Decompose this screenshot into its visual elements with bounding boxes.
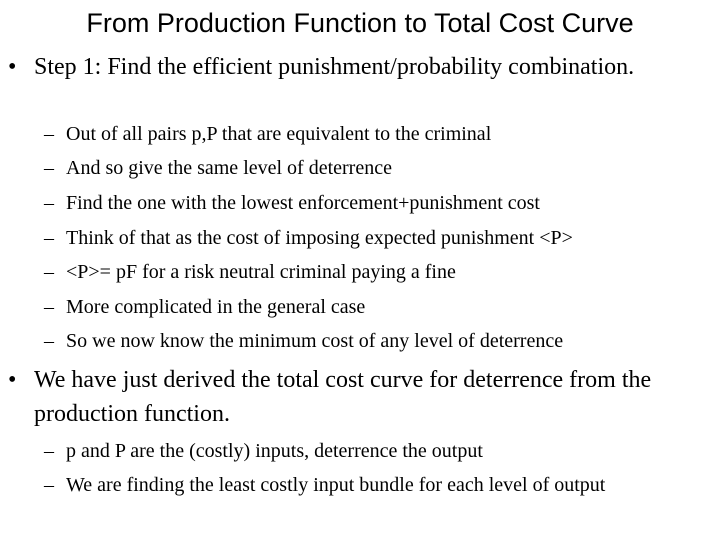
sub-item-text: So we now know the minimum cost of any level of deterrence: [66, 330, 564, 352]
slide-title: From Production Function to Total Cost Curve: [86, 8, 634, 38]
bullet-step1-text: Step 1: Find the efficient punishment/probability combination.: [34, 54, 635, 80]
bullet-step2-text: We have just derived the total cost curve for deterrence from the production function.: [34, 367, 652, 427]
sub-item-text: p and P are the (costly) inputs, deterrence the output: [66, 440, 483, 462]
bullet-step2: [8, 363, 718, 431]
dash-icon: –: [44, 227, 54, 249]
sub-item: [44, 255, 718, 290]
sub-item: [44, 434, 718, 469]
sub-item-text: More complicated in the general case: [66, 296, 366, 318]
dash-icon: –: [44, 440, 54, 462]
sub-item: [44, 117, 718, 152]
sub-item-text: And so give the same level of deterrence: [66, 157, 392, 179]
bullet-step1: [8, 50, 718, 84]
sub-item: [44, 186, 718, 221]
sub-item: [44, 468, 718, 503]
dash-icon: –: [44, 123, 54, 145]
sub-item: [44, 151, 718, 186]
sub-item-text: <P>= pF for a risk neutral criminal paying a fine: [66, 261, 456, 283]
sub-item-text: Think of that as the cost of imposing expected punishment <P>: [66, 227, 573, 249]
sub-item-text: We are finding the least costly input bundle for each level of output: [66, 474, 606, 496]
bullet-dot-icon: •: [8, 367, 17, 393]
sub-item-text: Find the one with the lowest enforcement+punishment cost: [66, 192, 540, 214]
dash-icon: –: [44, 330, 54, 352]
bullet-dot-icon: •: [8, 54, 17, 80]
sub-item-text: Out of all pairs p,P that are equivalent to the criminal: [66, 123, 492, 145]
dash-icon: –: [44, 296, 54, 318]
sub-item: [44, 324, 718, 359]
sub-item: [44, 290, 718, 325]
dash-icon: –: [44, 261, 54, 283]
dash-icon: –: [44, 192, 54, 214]
dash-icon: –: [44, 474, 54, 496]
dash-icon: –: [44, 157, 54, 179]
sub-item: [44, 221, 718, 256]
